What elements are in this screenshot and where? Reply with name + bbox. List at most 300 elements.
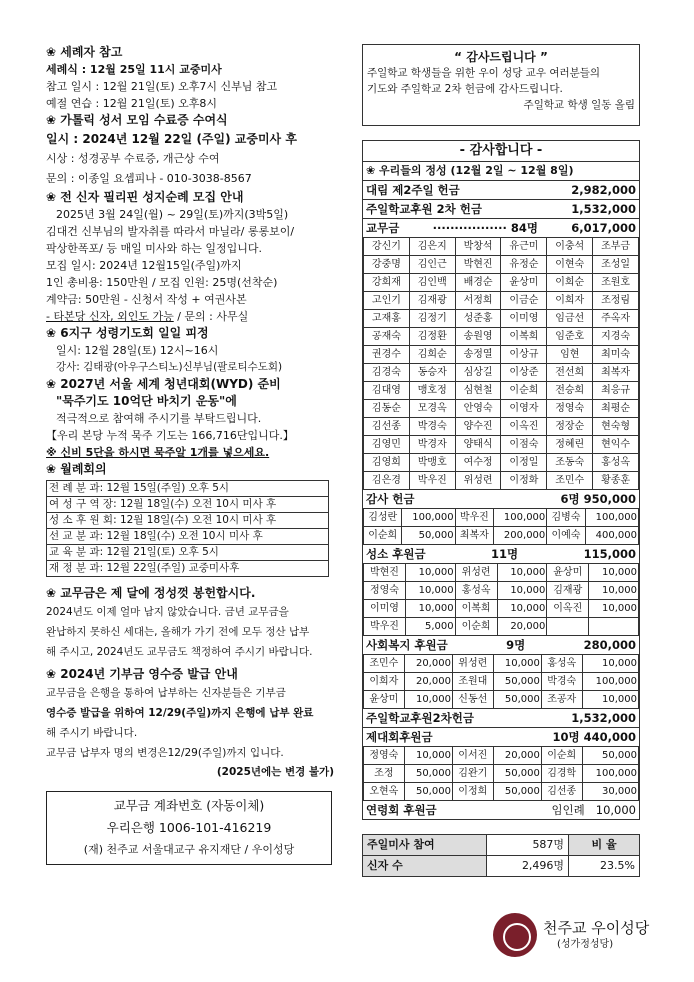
amount-cell: 50,000 <box>404 783 452 801</box>
yeonhap-row <box>363 801 639 819</box>
gamsa-table <box>363 508 639 545</box>
yeonhap-name: 임인례 <box>551 803 585 817</box>
table-row <box>47 513 329 529</box>
wyd-heading: ❀ 2027년 서울 세계 청년대회(WYD) 준비 <box>46 377 281 391</box>
name-cell: 성준홍 <box>455 310 501 328</box>
thanks-sign: 주일학교 학생 일동 올림 <box>523 99 635 111</box>
name-cell: 이상규 <box>501 346 547 364</box>
receipt-line: 영수증 발급을 위하여 12/29(주일)까지 은행에 납부 완료 <box>46 707 314 719</box>
table-row <box>364 418 639 436</box>
amount-cell: 30,000 <box>582 783 638 801</box>
amount-cell: 20,000 <box>404 673 452 691</box>
gyomu-label: 교무금 <box>366 221 400 235</box>
name-cell: 전승희 <box>547 382 593 400</box>
name-cell: 최복자 <box>593 364 639 382</box>
donation-period <box>363 162 639 181</box>
table-row <box>364 618 639 636</box>
name-cell: 이정화 <box>501 472 547 490</box>
name-cell: 양태식 <box>455 436 501 454</box>
meeting-heading: ❀ 월례회의 <box>46 462 107 476</box>
welfare-table <box>363 654 639 709</box>
name-cell: 박경자 <box>409 436 455 454</box>
amount-cell: 50,000 <box>402 527 455 545</box>
amount-cell: 400,000 <box>585 527 638 545</box>
name-cell: 지경숙 <box>593 328 639 346</box>
name-cell: 송정열 <box>455 346 501 364</box>
name-cell: 박경숙 <box>409 418 455 436</box>
name-cell: 이상준 <box>501 364 547 382</box>
sunday-row <box>363 200 639 219</box>
name-cell: 윤상미 <box>501 274 547 292</box>
amount-cell: 10,000 <box>589 582 639 600</box>
pilgrim-line: 김대건 신부님의 발자취를 따라서 마닐라/ 롱롱보이/ <box>46 225 295 238</box>
name-cell: 이옥진 <box>501 418 547 436</box>
name-cell <box>547 618 589 636</box>
pilgrim-section <box>46 189 336 325</box>
dues-line: 해 주시고, 2024년도 교무금도 책정하여 주시기 바랍니다. <box>46 646 313 658</box>
name-cell: 김선종 <box>541 783 582 801</box>
name-cell: 이서진 <box>452 747 493 765</box>
sunday2-row <box>363 709 639 728</box>
stats-label: 신자 수 <box>363 856 487 877</box>
name-cell: 이순희 <box>455 618 497 636</box>
name-cell: 이희자 <box>547 292 593 310</box>
name-cell: 이예숙 <box>547 527 585 545</box>
name-cell: 이금순 <box>501 292 547 310</box>
name-cell: 조부금 <box>593 238 639 256</box>
account-box <box>46 791 332 865</box>
thanks-title: “ 감사드립니다 ” <box>454 50 548 64</box>
amount-cell: 10,000 <box>405 564 455 582</box>
name-cell: 공재숙 <box>364 328 410 346</box>
welfare-count: 9명 <box>506 638 526 652</box>
yeonhap-amount: 10,000 <box>595 803 636 817</box>
name-cell: 김동순 <box>364 400 410 418</box>
receipt-line: 교무금 납부자 명의 변경은12/29(주일)까지 입니다. <box>46 747 284 759</box>
name-cell: 이미영 <box>501 310 547 328</box>
gamsa-row <box>363 490 639 508</box>
amount-cell: 10,000 <box>497 564 547 582</box>
name-cell: 조정림 <box>593 292 639 310</box>
amount-cell: 10,000 <box>405 582 455 600</box>
name-cell: 강희재 <box>364 274 410 292</box>
sunday2-amount: 1,532,000 <box>571 711 636 725</box>
thanks-line: 주일학교 학생들을 위한 우이 성당 교우 여러분들의 <box>367 67 601 79</box>
amount-cell: 5,000 <box>405 618 455 636</box>
name-cell: 이영자 <box>501 400 547 418</box>
retreat-line: 일시: 12월 28일(토) 12시~16시 <box>56 344 219 357</box>
baptism-line: 세례식 : 12월 25일 11시 교중미사 <box>46 63 222 76</box>
name-cell: 위성련 <box>455 564 497 582</box>
meeting-section <box>46 461 336 577</box>
name-cell: 고인기 <box>364 292 410 310</box>
pilgrim-line: 팍상한폭포/ 등 매일 미사와 하는 일정입니다. <box>46 242 262 255</box>
amount-cell: 10,000 <box>404 691 452 709</box>
wyd-line: "묵주기도 10억단 바치기 운동"에 <box>56 394 237 408</box>
daerim-label: 대림 제2주일 헌금 <box>366 183 460 197</box>
amount-cell: 10,000 <box>582 691 638 709</box>
table-row <box>364 783 639 801</box>
name-cell: 윤상미 <box>364 691 405 709</box>
dues-section <box>46 585 336 662</box>
gyomu-count: ················· 84명 <box>432 221 538 235</box>
name-cell: 송원영 <box>455 328 501 346</box>
name-cell: 서정희 <box>455 292 501 310</box>
name-cell: 이정일 <box>501 454 547 472</box>
name-cell: 최미숙 <box>593 346 639 364</box>
baptism-section <box>46 44 336 112</box>
name-cell: 모경옥 <box>409 400 455 418</box>
name-cell: 김정기 <box>409 310 455 328</box>
thanks-line: 기도와 주일학교 2차 헌금에 감사드립니다. <box>367 83 563 95</box>
name-cell: 윤상미 <box>547 564 589 582</box>
pilgrim-line: 계약금: 50만원 - 신청서 작성 + 여권사본 <box>46 293 247 306</box>
name-cell: 동승자 <box>409 364 455 382</box>
amount-cell: 100,000 <box>582 673 638 691</box>
bible-heading: ❀ 가톨릭 성서 모임 수료증 수여식 <box>46 113 228 127</box>
table-row <box>364 747 639 765</box>
bible-date: 일시 : 2024년 12월 22일 (주일) 교중미사 후 <box>46 132 297 146</box>
jedae-row <box>363 728 639 746</box>
pilgrim-contact: / 문의 : 사무실 <box>173 310 249 323</box>
amount-cell: 10,000 <box>589 600 639 618</box>
table-row <box>364 765 639 783</box>
name-cell: 조원대 <box>452 673 493 691</box>
table-row <box>47 497 329 513</box>
name-cell: 이점숙 <box>501 436 547 454</box>
name-cell: 조동숙 <box>547 454 593 472</box>
name-cell: 강신기 <box>364 238 410 256</box>
seongso-count: 11명 <box>491 547 519 561</box>
name-cell: 이현숙 <box>547 256 593 274</box>
stats-value: 587명 <box>486 835 568 856</box>
table-row <box>364 527 639 545</box>
table-row <box>364 673 639 691</box>
meeting-cell: 성 소 후 원 회: 12월 18일(수) 오전 10시 미사 후 <box>47 513 329 529</box>
sunday-amount: 1,532,000 <box>571 202 636 216</box>
name-cell: 박우진 <box>364 618 406 636</box>
name-cell: 심현철 <box>455 382 501 400</box>
right-column <box>362 44 640 877</box>
meeting-cell: 교 육 분 과: 12월 21일(토) 오후 5시 <box>47 545 329 561</box>
name-cell: 정영숙 <box>364 747 405 765</box>
name-cell: 조성일 <box>593 256 639 274</box>
name-cell: 권경수 <box>364 346 410 364</box>
pilgrim-line <box>46 308 336 325</box>
pilgrim-line: 1인 총비용: 150만원 / 모집 인원: 25명(선착순) <box>46 276 278 289</box>
table-row <box>364 509 639 527</box>
logo-text <box>543 918 649 952</box>
amount-cell: 10,000 <box>497 600 547 618</box>
name-cell: 김은지 <box>409 238 455 256</box>
name-cell: 정장순 <box>547 418 593 436</box>
retreat-heading: ❀ 6지구 성령기도회 일일 피정 <box>46 326 209 340</box>
receipt-line: 해 주시기 바랍니다. <box>46 727 138 739</box>
stats-label: 비 율 <box>569 835 640 856</box>
daerim-row <box>363 181 639 200</box>
name-cell: 김성란 <box>364 509 402 527</box>
name-cell: 홍성옥 <box>541 655 582 673</box>
table-row <box>364 600 639 618</box>
name-cell: 박우진 <box>455 509 493 527</box>
table-row <box>364 564 639 582</box>
name-cell: 이미영 <box>364 600 406 618</box>
amount-cell: 10,000 <box>405 600 455 618</box>
stats-label: 주일미사 참여 <box>363 835 487 856</box>
amount-cell: 10,000 <box>582 655 638 673</box>
sunday2-label: 주일학교후원2차헌금 <box>366 711 474 725</box>
name-cell: 최평순 <box>593 400 639 418</box>
table-row <box>364 346 639 364</box>
name-cell: 김경학 <box>541 765 582 783</box>
name-cell: 김희순 <box>409 346 455 364</box>
name-cell: 이옥진 <box>547 600 589 618</box>
amount-cell: 100,000 <box>585 509 638 527</box>
attendance-stats-table <box>362 834 640 877</box>
name-cell: 조원호 <box>593 274 639 292</box>
stats-value: 2,496명 <box>486 856 568 877</box>
name-cell: 박현진 <box>455 256 501 274</box>
name-cell: 김정환 <box>409 328 455 346</box>
name-cell: 이순희 <box>541 747 582 765</box>
bible-section <box>46 112 336 189</box>
receipt-line: 교무금을 은행을 통하여 납부하는 신자분들은 기부금 <box>46 687 286 699</box>
dues-line: 완납하지 못하신 세대는, 올해가 가기 전에 모두 정산 납부 <box>46 626 310 638</box>
wyd-line: 【우리 본당 누적 묵주 기도는 166,716단입니다.】 <box>46 429 294 442</box>
dues-line: 2024년도 이제 얼마 남지 않았습니다. 금년 교무금을 <box>46 606 289 618</box>
name-cell: 임현 <box>547 346 593 364</box>
amount-cell: 10,000 <box>497 582 547 600</box>
amount-cell: 50,000 <box>582 747 638 765</box>
gamsa-amount: 6명 950,000 <box>560 492 636 506</box>
pilgrim-line: 2025년 3월 24일(월) ~ 29일(토)까지(3박5일) <box>56 208 289 221</box>
name-cell: 배경순 <box>455 274 501 292</box>
table-row <box>364 400 639 418</box>
name-cell: 이희자 <box>364 673 405 691</box>
table-row <box>364 238 639 256</box>
meeting-cell: 여 성 구 역 장: 12월 18일(수) 오전 10시 미사 후 <box>47 497 329 513</box>
name-cell: 김대영 <box>364 382 410 400</box>
logo-name: 천주교 우이성당 <box>543 919 650 937</box>
table-row <box>364 436 639 454</box>
table-row <box>363 856 640 877</box>
church-seal-icon <box>493 913 537 957</box>
gyomu-name-table <box>363 237 639 490</box>
jedae-label: 제대회후원금 <box>366 730 433 744</box>
table-row <box>47 481 329 497</box>
name-cell: 이순희 <box>501 382 547 400</box>
amount-cell: 100,000 <box>582 765 638 783</box>
retreat-section <box>46 325 336 376</box>
amount-cell: 50,000 <box>493 691 541 709</box>
name-cell: 홍성옥 <box>593 454 639 472</box>
table-row <box>364 364 639 382</box>
name-cell: 정혜린 <box>547 436 593 454</box>
name-cell: 주옥자 <box>593 310 639 328</box>
name-cell: 황종훈 <box>593 472 639 490</box>
amount-cell: 50,000 <box>404 765 452 783</box>
seongso-row <box>363 545 639 563</box>
amount-cell: 50,000 <box>493 765 541 783</box>
name-cell: 여수정 <box>455 454 501 472</box>
meeting-cell: 재 정 분 과: 12월 22일(주일) 교중미사후 <box>47 561 329 577</box>
amount-cell: 20,000 <box>493 747 541 765</box>
thanks-box <box>362 44 640 126</box>
table-row <box>364 310 639 328</box>
name-cell: 안영숙 <box>455 400 501 418</box>
name-cell: 이복희 <box>501 328 547 346</box>
table-row <box>47 545 329 561</box>
baptism-line: 참고 일시 : 12월 21일(토) 오후7시 신부님 참고 <box>46 80 278 93</box>
table-row <box>364 582 639 600</box>
meeting-cell: 전 례 분 과: 12월 15일(주일) 오후 5시 <box>47 481 329 497</box>
name-cell: 위성련 <box>452 655 493 673</box>
yeonhap-label: 연령회 후원금 <box>366 803 437 817</box>
pilgrim-heading: ❀ 전 신자 필리핀 성지순례 모집 안내 <box>46 190 244 204</box>
name-cell: 박맹호 <box>409 454 455 472</box>
name-cell: 김재광 <box>547 582 589 600</box>
table-row <box>364 655 639 673</box>
table-row <box>47 529 329 545</box>
yeonhap-donor <box>551 801 636 819</box>
name-cell: 심상길 <box>455 364 501 382</box>
name-cell: 현익수 <box>593 436 639 454</box>
baptism-line: 예절 연습 : 12월 21일(토) 오후8시 <box>46 97 218 110</box>
baptism-heading: ❀ 세례자 참고 <box>46 45 123 59</box>
wyd-line: ※ 신비 5단을 하시면 묵주알 1개를 넣으세요. <box>46 446 270 459</box>
gyomu-row <box>363 219 639 237</box>
table-row <box>364 454 639 472</box>
amount-cell: 10,000 <box>404 747 452 765</box>
left-column <box>46 44 336 865</box>
name-cell: 조민수 <box>547 472 593 490</box>
name-cell: 임금선 <box>547 310 593 328</box>
welfare-amount: 280,000 <box>583 638 636 652</box>
account-title: 교무금 계좌번호 (자동이체) <box>113 798 265 813</box>
welfare-label: 사회복지 후원금 <box>366 638 448 652</box>
name-cell: 김선종 <box>364 418 410 436</box>
name-cell: 이희순 <box>547 274 593 292</box>
name-cell: 조정 <box>364 765 405 783</box>
amount-cell: 200,000 <box>494 527 547 545</box>
account-number: 우리은행 1006-101-416219 <box>106 820 272 835</box>
name-cell: 오현옥 <box>364 783 405 801</box>
table-row <box>364 256 639 274</box>
amount-cell: 20,000 <box>404 655 452 673</box>
name-cell: 유정순 <box>501 256 547 274</box>
name-cell: 김영희 <box>364 454 410 472</box>
wyd-line: 적극적으로 참여해 주시기를 부탁드립니다. <box>56 412 262 425</box>
seongso-table <box>363 563 639 636</box>
sunday-label: 주일학교후원 2차 헌금 <box>366 202 482 216</box>
table-row <box>364 382 639 400</box>
table-row <box>364 691 639 709</box>
name-cell: 강중명 <box>364 256 410 274</box>
name-cell: 박현진 <box>364 564 406 582</box>
name-cell: 조공자 <box>541 691 582 709</box>
name-cell: 김경숙 <box>364 364 410 382</box>
amount-cell: 100,000 <box>494 509 547 527</box>
amount-cell: 50,000 <box>493 673 541 691</box>
amount-cell: 100,000 <box>402 509 455 527</box>
stats-value: 23.5% <box>569 856 640 877</box>
name-cell: 양수진 <box>455 418 501 436</box>
name-cell: 이복희 <box>455 600 497 618</box>
table-row <box>364 472 639 490</box>
amount-cell <box>589 618 639 636</box>
period-label: ❀ 우리들의 정성 (12월 2일 ~ 12월 8일) <box>366 164 574 177</box>
seongso-label: 성소 후원금 <box>366 547 426 561</box>
name-cell: 박경숙 <box>541 673 582 691</box>
seongso-amount: 115,000 <box>583 547 636 561</box>
donation-box <box>362 140 640 820</box>
receipt-section <box>46 666 336 781</box>
name-cell: 박창석 <box>455 238 501 256</box>
name-cell: 정영숙 <box>364 582 406 600</box>
name-cell: 전선희 <box>547 364 593 382</box>
name-cell: 위성련 <box>455 472 501 490</box>
name-cell: 유근미 <box>501 238 547 256</box>
amount-cell: 20,000 <box>497 618 547 636</box>
daerim-amount: 2,982,000 <box>571 183 636 197</box>
name-cell: 최복자 <box>455 527 493 545</box>
name-cell: 김완기 <box>452 765 493 783</box>
gamsa-label: 감사 헌금 <box>366 492 415 506</box>
meeting-cell: 선 교 분 과: 12월 18일(수) 오전 10시 미사 후 <box>47 529 329 545</box>
church-logo <box>493 910 663 960</box>
table-row <box>364 292 639 310</box>
name-cell: 박우진 <box>409 472 455 490</box>
name-cell: 최응규 <box>593 382 639 400</box>
name-cell: 김영민 <box>364 436 410 454</box>
name-cell: 고재홍 <box>364 310 410 328</box>
gyomu-amount: 6,017,000 <box>571 221 636 235</box>
table-row <box>363 835 640 856</box>
bible-line: 시상 : 성경공부 수료증, 개근상 수여 <box>46 152 220 165</box>
name-cell: 홍성옥 <box>455 582 497 600</box>
name-cell: 김병숙 <box>547 509 585 527</box>
name-cell: 김은경 <box>364 472 410 490</box>
receipt-heading: ❀ 2024년 기부금 영수증 발급 안내 <box>46 667 238 681</box>
meeting-table <box>46 480 329 577</box>
name-cell: 이순희 <box>364 527 402 545</box>
retreat-line: 강사: 김태광(아우구스티노)신부님(팔로티수도회) <box>56 361 283 373</box>
name-cell: 김재광 <box>409 292 455 310</box>
bible-line: 문의 : 이종일 요셉피나 - 010-3038-8567 <box>46 172 252 185</box>
table-row <box>47 561 329 577</box>
pilgrim-note: - 타본당 신자, 외인도 가능 <box>46 310 174 323</box>
jedae-amount: 10명 440,000 <box>552 730 636 744</box>
name-cell: 정영숙 <box>547 400 593 418</box>
amount-cell: 50,000 <box>493 783 541 801</box>
donation-title: - 감사합니다 - <box>363 141 639 162</box>
wyd-section <box>46 376 336 461</box>
table-row <box>364 328 639 346</box>
amount-cell: 10,000 <box>589 564 639 582</box>
name-cell: 임준호 <box>547 328 593 346</box>
dues-heading: ❀ 교무금은 제 달에 정성껏 봉헌합시다. <box>46 586 256 600</box>
name-cell: 현숙형 <box>593 418 639 436</box>
name-cell: 맹호정 <box>409 382 455 400</box>
account-owner: (재) 천주교 서울대교구 유지재단 / 우이성당 <box>83 843 295 856</box>
table-row <box>364 274 639 292</box>
receipt-note: (2025년에는 변경 불가) <box>216 766 334 778</box>
jedae-table <box>363 746 639 801</box>
pilgrim-line: 모집 일시: 2024년 12월15일(주일)까지 <box>46 259 242 272</box>
name-cell: 김인근 <box>409 256 455 274</box>
name-cell: 이충석 <box>547 238 593 256</box>
name-cell: 이정희 <box>452 783 493 801</box>
